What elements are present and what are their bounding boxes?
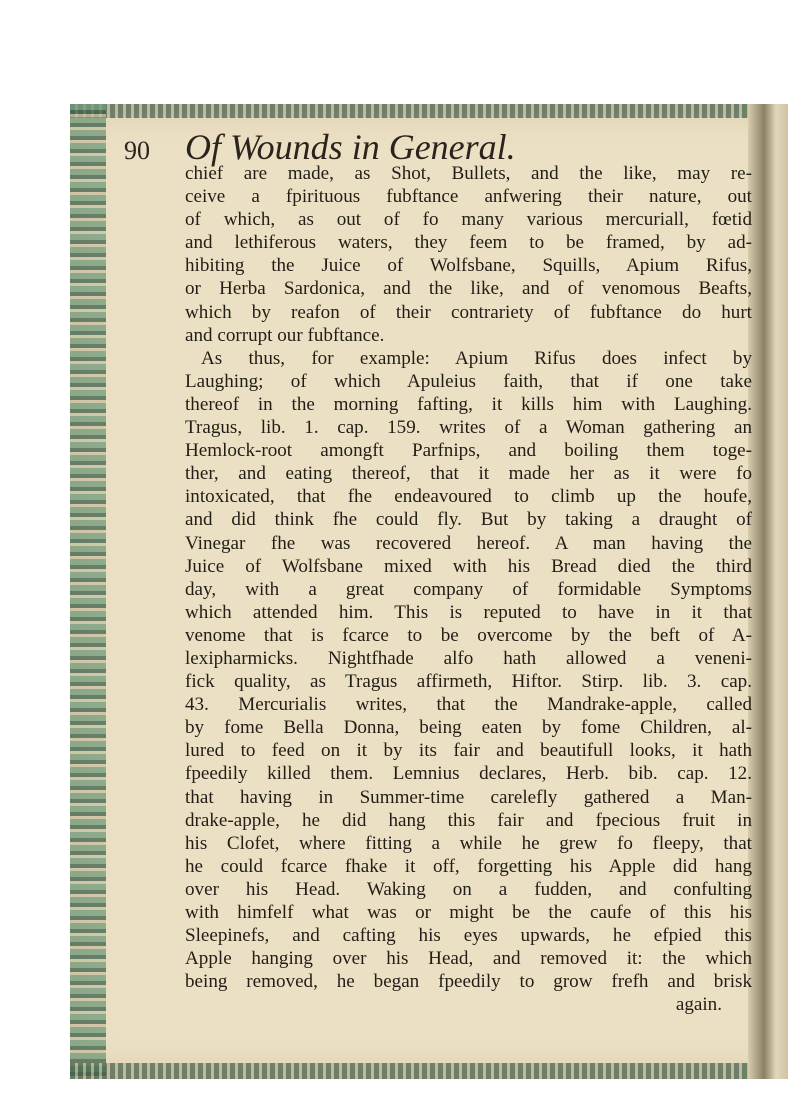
text-line: and corrupt our fubftance. [185,324,385,346]
body-text [185,162,752,1016]
text-line: and lethiferous waters, they feem to be framed, by ad- [185,232,752,254]
text-line: he could fcarce fhake it off, forgetting his Apple did hang [185,855,752,877]
text-line: again. [675,994,722,1016]
text-line: which by reafon of their contrariety of fubftance do hurt [185,301,752,323]
text-line: ceive a fpirituous fubftance anfwering their nature, out [185,186,752,208]
text-line: intoxicated, that fhe endeavoured to climb up the houfe, [185,486,752,508]
text-line: being removed, he began fpeedily to grow frefh and brisk [185,971,752,993]
page-gutter [748,104,788,1079]
text-line: Apple hanging over his Head, and removed it: the which [185,948,752,970]
text-line: his Clofet, where fitting a while he grew fo fleepy, that [185,832,752,854]
text-line: lexipharmicks. Nightfhade alfo hath allowed a veneni- [185,647,752,669]
text-line: or Herba Sardonica, and the like, and of venomous Beafts, [185,278,752,300]
marbled-bottom-edge [70,1063,788,1079]
text-line: drake-apple, he did hang this fair and fpecious fruit in [185,809,752,831]
text-line: chief are made, as Shot, Bullets, and the like, may re- [185,163,752,184]
text-line: which attended him. This is reputed to have in it that [185,601,752,623]
text-line: thereof in the morning fafting, it kills him with Laughing. [185,393,752,415]
text-line: lured to feed on it by its fair and beautifull looks, it hath [185,740,752,762]
text-line: Laughing; of which Apuleius faith, that if one take [185,370,752,392]
text-line: Vinegar fhe was recovered hereof. A man having the [185,532,752,554]
text-line: fpeedily killed them. Lemnius declares, Herb. bib. cap. 12. [185,763,752,785]
text-line: day, with a great company of formidable Symptoms [185,578,752,600]
running-head: Of Wounds in General. [185,127,516,167]
text-line: As thus, for example: Apium Rifus does infect by [201,347,752,369]
text-line: Hemlock-root amongft Parfnips, and boiling them toge- [185,440,752,462]
text-line: fick quality, as Tragus affirmeth, Hiftor. Stirp. lib. 3. cap. [185,671,752,693]
text-line: Tragus, lib. 1. cap. 159. writes of a Woman gathering an [185,417,752,439]
text-line: 43. Mercurialis writes, that the Mandrake-apple, called [185,694,752,716]
marbled-top-edge [70,104,788,118]
page-number: 90 [124,136,150,165]
text-line: with himfelf what was or might be the caufe of this his [185,902,752,923]
marbled-left-edge [70,104,106,1079]
text-line: by fome Bella Donna, being eaten by fome Children, al- [185,717,752,739]
text-line: venome that is fcarce to be overcome by the beft of A- [185,624,752,646]
text-line: Sleepinefs, and cafting his eyes upwards, he efpied this [185,925,752,947]
text-line: of which, as out of fo many various mercuriall, fœtid [185,209,752,231]
text-line: Juice of Wolfsbane mixed with his Bread died the third [185,555,752,577]
text-line: hibiting the Juice of Wolfsbane, Squills, Apium Rifus, [185,255,752,277]
text-line: and did think fhe could fly. But by taking a draught of [185,509,752,531]
text-line: ther, and eating thereof, that it made her as it were fo [185,463,752,485]
text-line: that having in Summer-time carelefly gathered a Man- [185,786,752,808]
text-line: over his Head. Waking on a fudden, and confulting [185,878,752,900]
